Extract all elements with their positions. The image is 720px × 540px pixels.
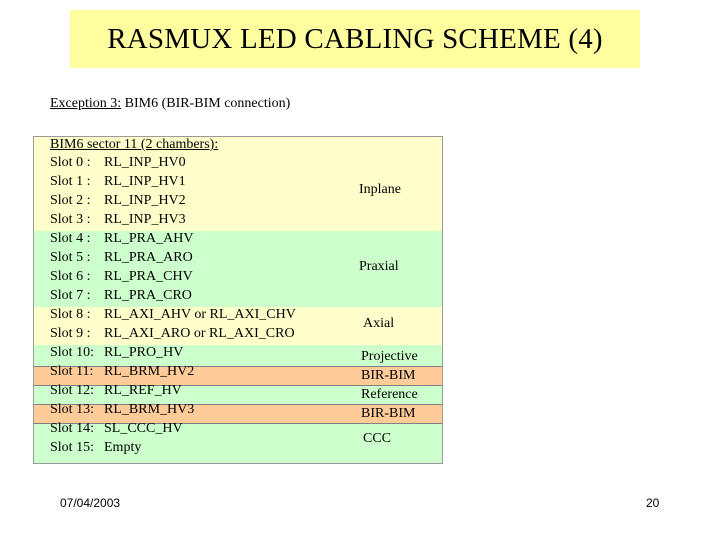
slot-label: Slot 7 : [50,288,91,303]
slot-row [50,438,141,457]
category-bir-bim: BIR-BIM [361,368,416,383]
category-praxial: Praxial [359,259,399,274]
slot-label: Slot 8 : [50,307,91,322]
slot-value: RL_REF_HV [104,383,182,398]
category-bir-bim: BIR-BIM [361,406,416,421]
slot-label: Slot 14: [50,421,94,436]
slot-label: Slot 5 : [50,250,91,265]
slot-label: Slot 10: [50,345,94,360]
slot-value: RL_INP_HV3 [104,212,186,227]
slot-value: RL_PRA_CHV [104,269,193,284]
sector-header [50,137,218,153]
slot-row [50,191,186,210]
slot-row [50,343,183,362]
sector-header-label: BIM6 sector 11 (2 chambers): [50,137,219,152]
slot-row [50,305,296,324]
slot-value: RL_AXI_ARO or RL_AXI_CRO [104,326,295,341]
slot-value: RL_INP_HV1 [104,174,186,189]
slot-row [50,362,194,381]
category-reference: Reference [361,387,418,402]
slot-row [50,229,193,248]
slot-value: RL_BRM_HV3 [104,402,195,417]
slot-label: Slot 3 : [50,212,91,227]
slot-row [50,153,186,172]
slot-row [50,248,193,267]
slot-value: Empty [104,440,142,455]
exception-label: Exception 3: [50,96,122,111]
slot-row [50,210,186,229]
slot-row [50,324,295,343]
slot-label: Slot 6 : [50,269,91,284]
slot-label: Slot 9 : [50,326,91,341]
category-axial: Axial [363,316,395,331]
slot-label: Slot 13: [50,402,94,417]
slot-row [50,419,183,438]
slot-label: Slot 11: [50,364,94,379]
slot-label: Slot 15: [50,440,94,455]
title-text: RASMUX LED CABLING SCHEME (4) [107,22,603,55]
footer-date: 07/04/2003 [60,496,121,510]
page-number: 20 [646,496,660,510]
slot-label: Slot 2 : [50,193,91,208]
slide-title [70,10,640,68]
slot-value: RL_BRM_HV2 [104,364,195,379]
slot-row [50,172,186,191]
slot-label: Slot 12: [50,383,94,398]
exception-text: BIM6 (BIR-BIM connection) [124,96,291,111]
slot-row [50,381,182,400]
slot-value: RL_PRA_AHV [104,231,194,246]
exception-line [50,96,290,112]
slot-value: RL_PRA_CRO [104,288,192,303]
slot-value: SL_CCC_HV [104,421,183,436]
slot-value: RL_INP_HV2 [104,193,186,208]
slot-value: RL_AXI_AHV or RL_AXI_CHV [104,307,296,322]
slot-row [50,267,193,286]
slot-value: RL_INP_HV0 [104,155,186,170]
slot-row [50,286,192,305]
slot-row [50,400,194,419]
slot-value: RL_PRO_HV [104,345,184,360]
category-inplane: Inplane [359,182,401,197]
slot-value: RL_PRA_ARO [104,250,193,265]
slot-label: Slot 4 : [50,231,91,246]
slot-label: Slot 0 : [50,155,91,170]
category-projective: Projective [361,349,418,364]
slot-label: Slot 1 : [50,174,91,189]
category-ccc: CCC [363,431,392,446]
